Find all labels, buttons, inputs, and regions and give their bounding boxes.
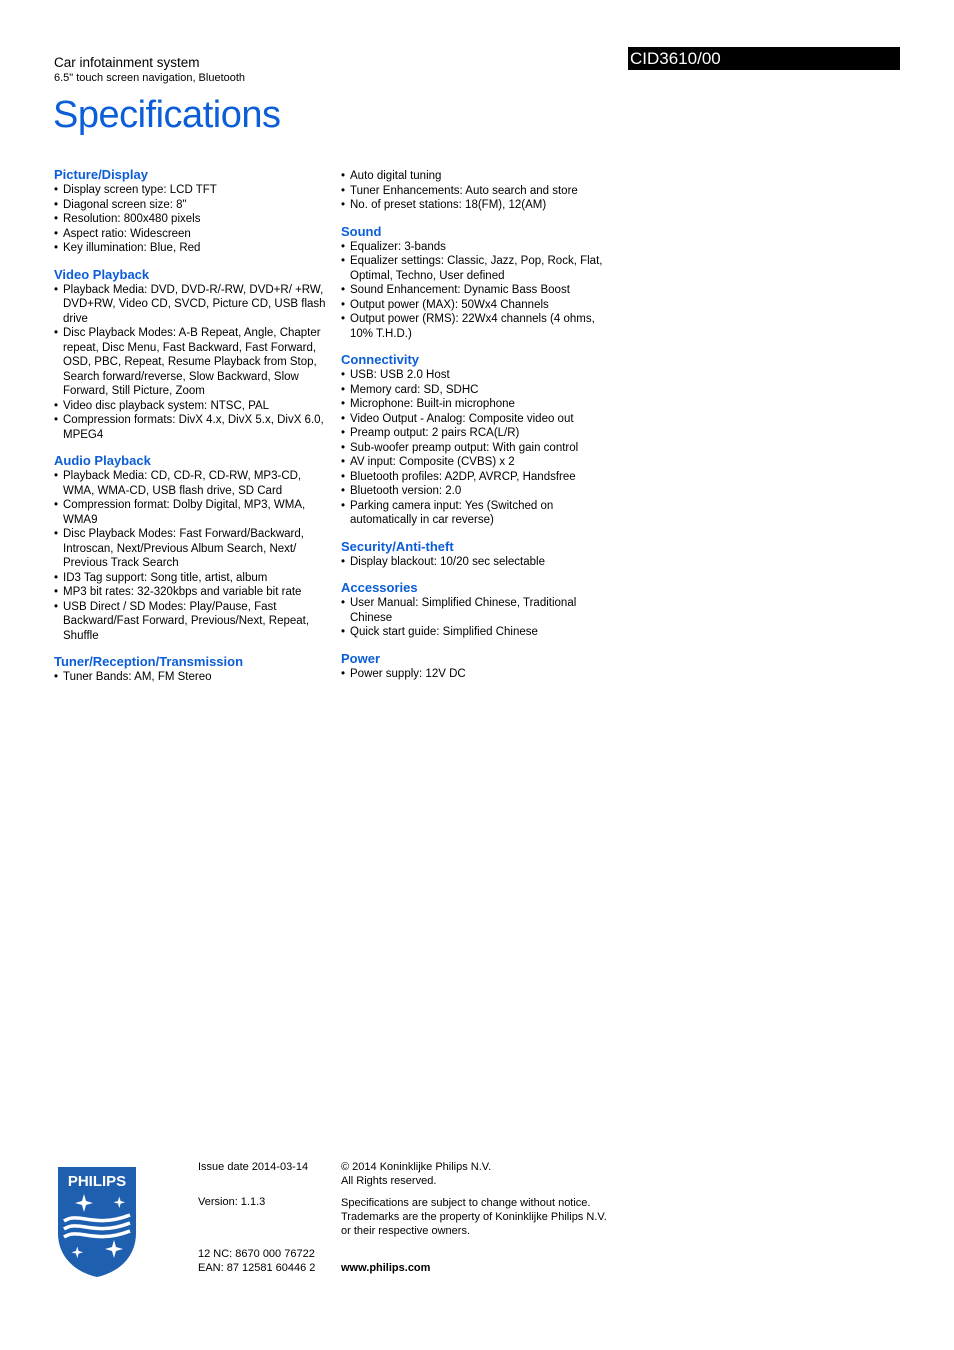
spec-list (54, 183, 329, 256)
spec-item: • Compression formats: DivX 4.x, DivX 5.x, DivX 6.0, MPEG4 (54, 413, 329, 442)
spec-section (54, 654, 329, 685)
section-title: Security/Anti-theft (341, 538, 454, 554)
spec-item: • AV input: Composite (CVBS) x 2 (341, 455, 616, 470)
spec-item: • Video Output - Analog: Composite video out (341, 412, 616, 427)
spec-item: • No. of preset stations: 18(FM), 12(AM) (341, 198, 616, 213)
spec-list (341, 240, 616, 342)
spec-item: • Bluetooth version: 2.0 (341, 484, 616, 499)
spec-section (341, 580, 616, 640)
section-title: Sound (341, 223, 382, 239)
spec-column-right (341, 169, 616, 692)
section-title: Tuner/Reception/Transmission (54, 654, 244, 669)
spec-item: • Disc Playback Modes: A-B Repeat, Angle, Chapter repeat, Disc Menu, Fast Backward, Fast Forward, OSD, PBC, Repeat, Resume Playback from Stop, Search forward/reverse, Slow Backward, Slow Forward, Still Picture, Zoom (54, 326, 329, 399)
spec-item: • Video disc playback system: NTSC, PAL (54, 399, 329, 414)
section-title: Power (341, 650, 381, 666)
spec-list (341, 667, 616, 682)
spec-list (341, 169, 616, 213)
spec-item: • USB: USB 2.0 Host (341, 368, 616, 383)
spec-list (54, 469, 329, 643)
spec-section (341, 224, 616, 342)
website-link[interactable]: www.philips.com (341, 1262, 431, 1274)
spec-section (341, 539, 616, 570)
page-title: Specifications (53, 94, 281, 136)
section-title: Video Playback (54, 266, 150, 282)
spec-section (341, 169, 616, 213)
section-title: Picture/Display (54, 167, 148, 182)
section-title: Audio Playback (54, 453, 151, 468)
spec-item: • Aspect ratio: Widescreen (54, 227, 329, 242)
spec-section (341, 352, 616, 528)
spec-item: • Quick start guide: Simplified Chinese (341, 625, 616, 640)
spec-item: • Bluetooth profiles: A2DP, AVRCP, Handsfree (341, 470, 616, 485)
product-subtitle: 6.5" touch screen navigation, Bluetooth (54, 72, 246, 84)
product-category: Car infotainment system (54, 55, 200, 70)
spec-item: • User Manual: Simplified Chinese, Traditional Chinese (341, 596, 616, 625)
version: Version: 1.1.3 (198, 1196, 266, 1208)
spec-item: • USB Direct / SD Modes: Play/Pause, Fast Backward/Fast Forward, Previous/Next, Repeat, Shuffle (54, 600, 329, 644)
section-title: Connectivity (341, 352, 420, 367)
spec-item: • Power supply: 12V DC (341, 667, 616, 682)
model-number: CID3610/00 (628, 47, 900, 70)
spec-item: • Output power (RMS): 22Wx4 channels (4 ohms, 10% T.H.D.) (341, 312, 616, 341)
spec-item: • Playback Media: CD, CD-R, CD-RW, MP3-CD, WMA, WMA-CD, USB flash drive, SD Card (54, 469, 329, 498)
spec-item: • Memory card: SD, SDHC (341, 383, 616, 398)
spec-section (341, 651, 616, 682)
spec-item: • Output power (MAX): 50Wx4 Channels (341, 298, 616, 313)
ean-code: EAN: 87 12581 60446 2 (198, 1262, 316, 1274)
notice-line-1: Specifications are subject to change without notice. (341, 1197, 591, 1209)
spec-item: • Sound Enhancement: Dynamic Bass Boost (341, 283, 616, 298)
spec-item: • Sub-woofer preamp output: With gain control (341, 441, 616, 456)
spec-item: • Disc Playback Modes: Fast Forward/Backward, Introscan, Next/Previous Album Search, Next/ Previous Track Search (54, 527, 329, 571)
spec-item: • Tuner Bands: AM, FM Stereo (54, 670, 329, 685)
notice-line-2: Trademarks are the property of Koninklijke Philips N.V. (341, 1211, 607, 1223)
spec-column-left (54, 167, 329, 696)
rights-reserved: All Rights reserved. (341, 1175, 437, 1187)
spec-item: • Parking camera input: Yes (Switched on automatically in car reverse) (341, 499, 616, 528)
spec-item: • Tuner Enhancements: Auto search and store (341, 184, 616, 199)
logo-wordmark: PHILIPS (67, 1173, 127, 1190)
spec-item: • Compression format: Dolby Digital, MP3, WMA, WMA9 (54, 498, 329, 527)
issue-date: Issue date 2014-03-14 (198, 1161, 309, 1173)
section-title: Accessories (341, 580, 418, 595)
spec-list (341, 596, 616, 640)
copyright: © 2014 Koninklijke Philips N.V. (341, 1161, 492, 1173)
spec-section (54, 167, 329, 256)
notice-line-3: or their respective owners. (341, 1225, 470, 1237)
spec-item: • ID3 Tag support: Song title, artist, album (54, 571, 329, 586)
spec-item: • Resolution: 800x480 pixels (54, 212, 329, 227)
spec-item: • Display screen type: LCD TFT (54, 183, 329, 198)
spec-item: • Equalizer settings: Classic, Jazz, Pop, Rock, Flat, Optimal, Techno, User defined (341, 254, 616, 283)
philips-shield-logo (54, 1163, 140, 1279)
spec-item: • MP3 bit rates: 32-320kbps and variable bit rate (54, 585, 329, 600)
spec-list (341, 368, 616, 528)
spec-section (54, 453, 329, 643)
twelve-nc: 12 NC: 8670 000 76722 (198, 1248, 315, 1260)
spec-list (54, 283, 329, 443)
spec-item: • Equalizer: 3-bands (341, 240, 616, 255)
spec-item: • Playback Media: DVD, DVD-R/-RW, DVD+R/ +RW, DVD+RW, Video CD, SVCD, Picture CD, USB flash drive (54, 283, 329, 327)
spec-list (54, 670, 329, 685)
spec-list (341, 555, 616, 570)
spec-item: • Microphone: Built-in microphone (341, 397, 616, 412)
spec-item: • Display blackout: 10/20 sec selectable (341, 555, 616, 570)
spec-item: • Preamp output: 2 pairs RCA(L/R) (341, 426, 616, 441)
spec-item: • Auto digital tuning (341, 169, 616, 184)
spec-section (54, 267, 329, 443)
spec-item: • Diagonal screen size: 8" (54, 198, 329, 213)
spec-item: • Key illumination: Blue, Red (54, 241, 329, 256)
